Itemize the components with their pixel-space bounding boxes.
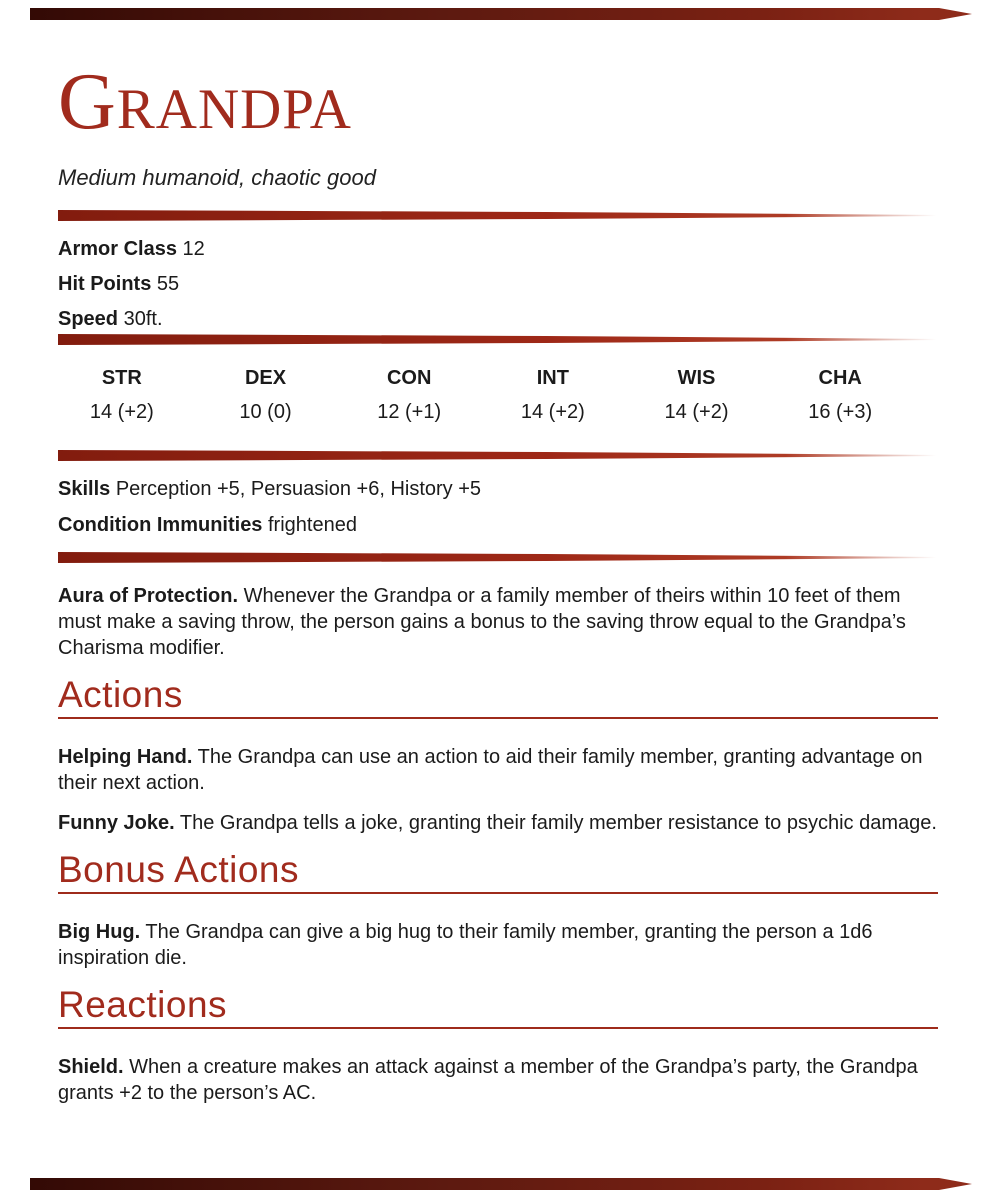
trait-aura-of-protection: [58, 583, 946, 661]
entry-name: Big Hug.: [58, 921, 141, 943]
entry-text: The Grandpa tells a joke, granting their family member resistance to psychic damage.: [179, 812, 937, 834]
entry-name: Shield.: [58, 1056, 124, 1078]
ability-cha-value: 16 (+3): [808, 401, 873, 423]
divider-rule: [58, 334, 945, 345]
ability-str-name: STR: [101, 367, 142, 389]
creature-name-initial: G: [58, 58, 117, 146]
armor-class-value: 12: [182, 238, 205, 260]
trait-text: Whenever the Grandpa or a family member of theirs within 10 feet of them must make a saving throw, the person gains a bonus to the saving throw equal to the Grandpa’s Charisma modifier.: [58, 585, 906, 659]
ability-wis-name: WIS: [677, 367, 716, 389]
ability-int-value: 14 (+2): [520, 401, 585, 423]
properties: [58, 477, 940, 538]
ability-dex: [194, 366, 338, 425]
armor-class-label: Armor Class: [58, 238, 177, 260]
ability-cha: [768, 366, 912, 425]
entry-helping-hand: [58, 744, 946, 796]
section-reactions-title: Reactions: [58, 987, 938, 1029]
speed-line: [58, 307, 940, 332]
ability-wis: [625, 366, 769, 425]
entry-text: The Grandpa can give a big hug to their family member, granting the person a 1d6 inspiration die.: [58, 921, 873, 969]
entry-name: Funny Joke.: [58, 812, 175, 834]
ability-int: [481, 366, 625, 425]
entry-big-hug: [58, 919, 946, 971]
section-actions-title: Actions: [58, 677, 938, 719]
hit-points-label: Hit Points: [58, 273, 152, 295]
ability-int-name: INT: [536, 367, 569, 389]
entry-shield: [58, 1054, 946, 1106]
creature-subtitle: Medium humanoid, chaotic good: [58, 165, 376, 190]
condition-immunities-value: frightened: [268, 514, 357, 536]
divider-rule: [58, 552, 945, 563]
divider-rule: [58, 210, 945, 221]
trait-name: Aura of Protection.: [58, 585, 239, 607]
ability-wis-value: 14 (+2): [664, 401, 729, 423]
bottom-border-bar: [30, 1178, 972, 1190]
armor-class-line: [58, 237, 940, 262]
speed-label: Speed: [58, 308, 119, 330]
divider-rule: [58, 450, 945, 461]
ability-con-name: CON: [386, 367, 432, 389]
hit-points-value: 55: [156, 273, 180, 295]
section-bonus-actions-title: Bonus Actions: [58, 852, 938, 894]
entry-name: Helping Hand.: [58, 746, 193, 768]
ability-str: [50, 366, 194, 425]
section-actions: [58, 674, 940, 836]
core-stats: [58, 237, 940, 332]
condition-immunities-label: Condition Immunities: [58, 514, 263, 536]
skills-label: Skills: [58, 478, 111, 500]
speed-value: 30ft.: [123, 308, 163, 330]
hit-points-line: [58, 272, 940, 297]
creature-name: [58, 58, 940, 153]
entry-funny-joke: [58, 810, 946, 836]
condition-immunities-line: [58, 513, 940, 538]
entry-text: The Grandpa can use an action to aid their family member, granting advantage on their next action.: [58, 746, 923, 794]
section-reactions: [58, 984, 940, 1106]
ability-con-value: 12 (+1): [377, 401, 442, 423]
ability-scores-table: [50, 366, 912, 425]
ability-dex-name: DEX: [244, 367, 287, 389]
statblock: [58, 0, 940, 1106]
skills-value: Perception +5, Persuasion +6, History +5: [115, 478, 482, 500]
skills-line: [58, 477, 940, 502]
section-bonus-actions: [58, 849, 940, 971]
ability-con: [337, 366, 481, 425]
ability-cha-name: CHA: [818, 367, 862, 389]
creature-name-rest: RANDPA: [116, 78, 352, 141]
ability-dex-value: 10 (0): [239, 401, 292, 423]
entry-text: When a creature makes an attack against a member of the Grandpa’s party, the Grandpa grants +2 to the person’s AC.: [58, 1056, 918, 1104]
ability-str-value: 14 (+2): [89, 401, 154, 423]
